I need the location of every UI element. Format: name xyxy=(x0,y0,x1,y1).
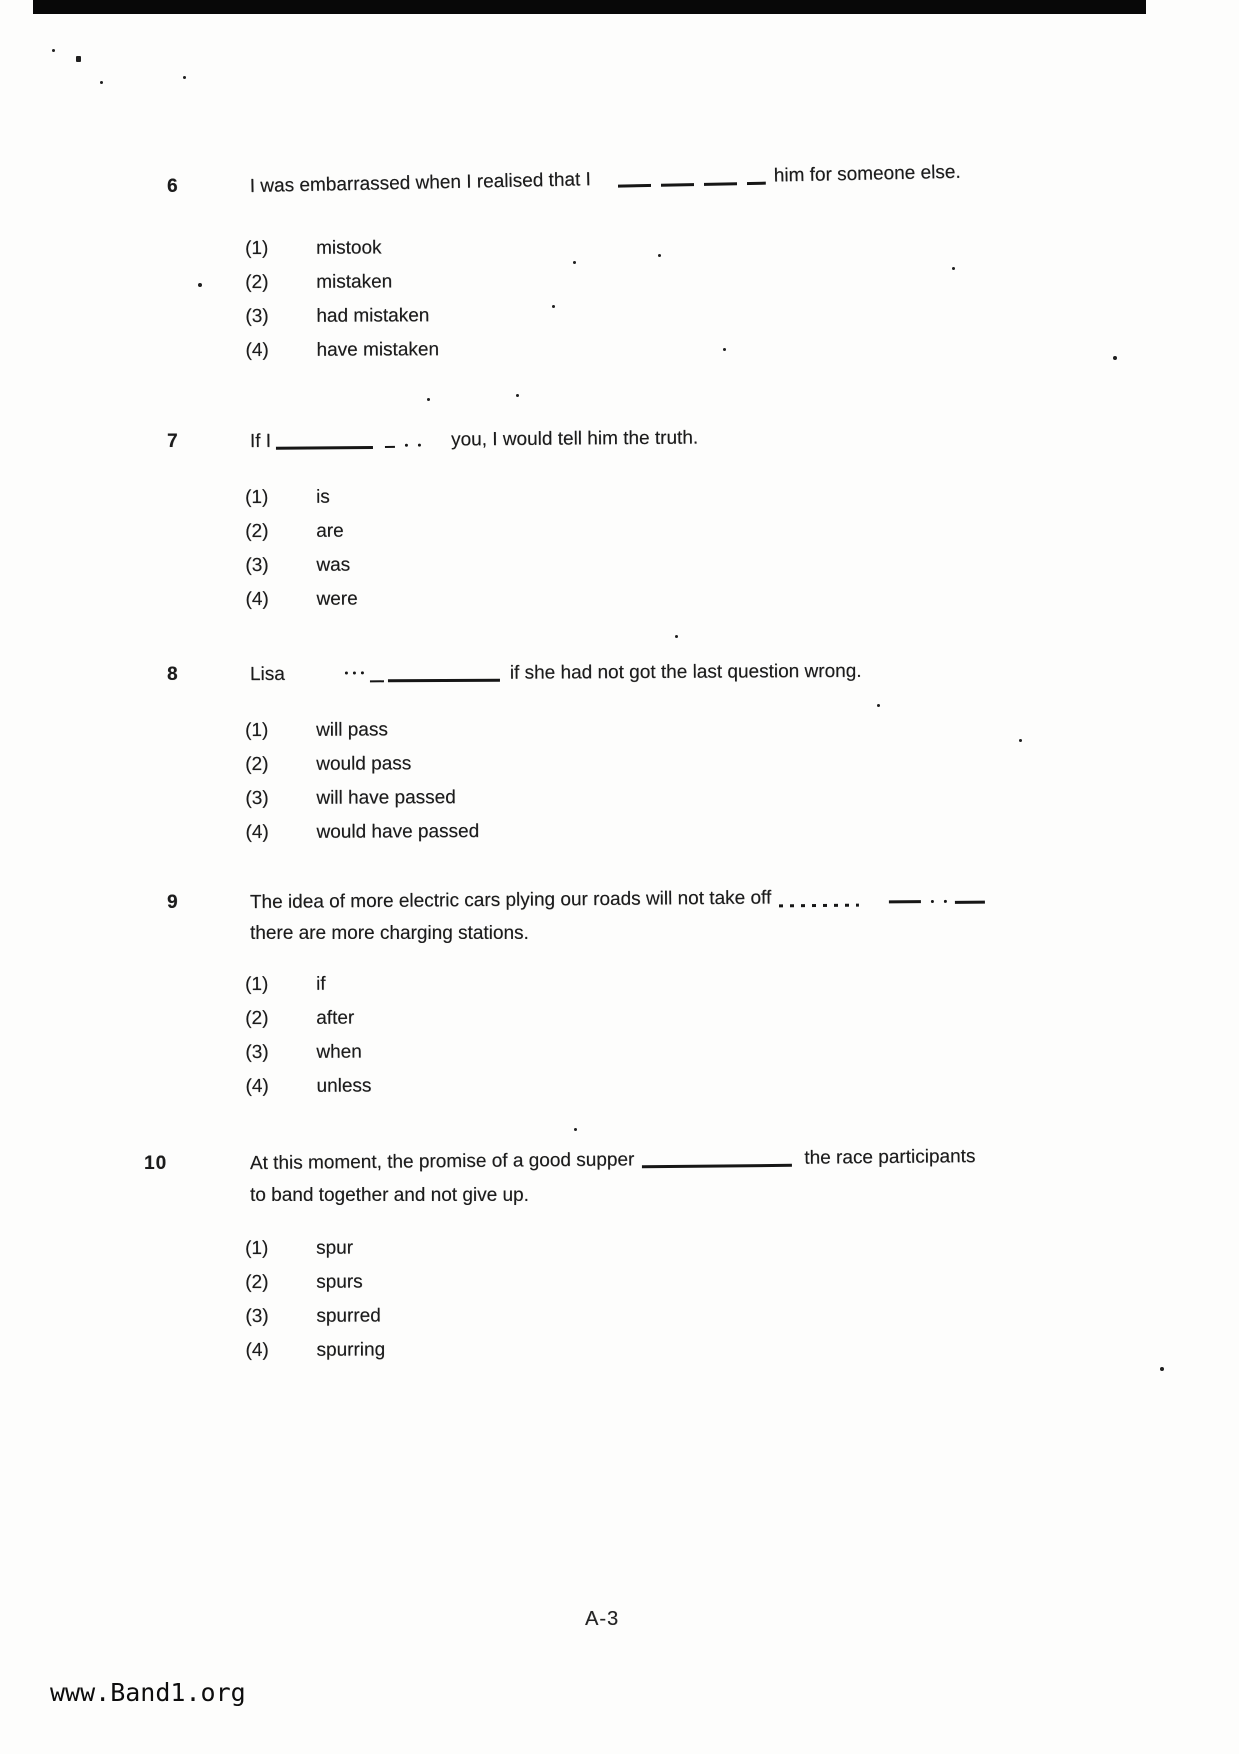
options-list xyxy=(245,973,372,1110)
scan-speck xyxy=(183,76,186,79)
scan-speck xyxy=(573,261,576,264)
stem-text-after: you, I would tell him the truth. xyxy=(450,427,699,451)
question-number: 7 xyxy=(167,431,179,452)
stem-text-before: I was embarrassed when I realised that I xyxy=(249,169,592,198)
scan-speck xyxy=(877,704,880,707)
option-label: (3) xyxy=(245,305,269,327)
question-stem xyxy=(250,162,961,198)
answer-blank-dots xyxy=(340,663,364,685)
answer-blank-dots xyxy=(779,904,859,908)
question-number: 9 xyxy=(167,892,179,913)
question-number: 6 xyxy=(167,176,179,197)
option-label: (2) xyxy=(245,1007,269,1029)
option-text: was xyxy=(316,554,351,576)
answer-blank xyxy=(618,182,766,188)
option-label: (2) xyxy=(245,1271,269,1293)
scan-speck xyxy=(100,81,103,84)
watermark: www.Band1.org xyxy=(50,1678,246,1707)
options-list xyxy=(245,1237,385,1374)
option-row xyxy=(245,339,439,374)
option-text: would pass xyxy=(316,753,412,775)
option-label: (3) xyxy=(245,554,269,576)
scan-speck xyxy=(552,305,555,308)
option-label: (4) xyxy=(245,339,269,361)
option-label: (4) xyxy=(245,1339,269,1361)
answer-blank-dash xyxy=(370,680,384,682)
scan-speck xyxy=(353,671,356,674)
option-text: unless xyxy=(316,1075,372,1097)
option-row xyxy=(245,1041,371,1076)
option-row xyxy=(245,1339,385,1374)
option-label: (1) xyxy=(245,973,269,995)
option-text: if xyxy=(315,973,326,995)
option-label: (3) xyxy=(245,1305,269,1327)
option-row xyxy=(245,753,479,788)
scan-speck xyxy=(427,398,430,401)
option-row xyxy=(245,305,439,340)
option-text: spur xyxy=(315,1237,354,1259)
scan-speck xyxy=(944,900,947,903)
option-label: (3) xyxy=(245,787,269,809)
option-text: mistook xyxy=(315,237,382,259)
scan-speck xyxy=(1113,356,1117,360)
options-list xyxy=(245,719,479,856)
scan-speck xyxy=(198,283,202,287)
option-text: after xyxy=(316,1007,355,1029)
question-number: 10 xyxy=(144,1153,168,1174)
option-row xyxy=(245,1075,371,1110)
option-text: will have passed xyxy=(316,787,456,809)
option-row xyxy=(245,487,357,521)
scan-speck xyxy=(418,444,421,447)
scan-speck xyxy=(1160,1367,1164,1371)
stem-text-before: Lisa xyxy=(249,663,285,685)
options-list xyxy=(245,237,439,374)
question-stem xyxy=(250,427,698,453)
option-label: (2) xyxy=(245,753,269,775)
option-text: is xyxy=(315,486,330,508)
question-number: 8 xyxy=(167,664,179,685)
option-text: mistaken xyxy=(316,271,393,293)
scan-speck xyxy=(675,635,678,638)
option-text: would have passed xyxy=(316,820,480,843)
scan-speck xyxy=(658,254,661,257)
option-text: will pass xyxy=(315,719,388,741)
question-stem xyxy=(250,661,862,686)
option-text: spurred xyxy=(316,1305,381,1327)
stem-text-before: If I xyxy=(249,430,272,453)
option-row xyxy=(245,821,479,856)
option-label: (1) xyxy=(245,237,269,259)
scan-speck xyxy=(345,671,348,674)
question-stem xyxy=(250,1146,976,1175)
option-text: when xyxy=(316,1041,362,1063)
options-list xyxy=(245,487,358,623)
stem-text-before: At this moment, the promise of a good supper xyxy=(249,1149,635,1174)
option-row xyxy=(245,973,371,1008)
scan-speck xyxy=(361,671,364,674)
answer-blank-dash xyxy=(955,901,985,904)
answer-blank xyxy=(388,679,500,683)
option-row xyxy=(245,521,357,555)
scan-speck xyxy=(574,1128,577,1131)
question-stem xyxy=(250,886,986,914)
scan-speck xyxy=(76,56,81,62)
option-row xyxy=(245,555,357,589)
option-row xyxy=(245,237,439,272)
option-row xyxy=(245,271,439,306)
option-row xyxy=(245,1271,385,1306)
option-label: (2) xyxy=(245,271,269,293)
option-text: are xyxy=(316,520,344,542)
scan-artifact-bar xyxy=(33,0,1146,14)
stem-text-after: the race participants xyxy=(804,1146,976,1169)
option-label: (4) xyxy=(245,588,269,610)
option-row xyxy=(245,1305,385,1340)
page-number: A-3 xyxy=(585,1608,620,1630)
option-row xyxy=(245,719,479,754)
option-text: spurs xyxy=(316,1271,363,1293)
option-label: (2) xyxy=(245,520,269,542)
scan-speck xyxy=(516,394,519,397)
option-label: (3) xyxy=(245,1041,269,1063)
option-label: (4) xyxy=(245,1075,269,1097)
scan-speck xyxy=(52,49,55,52)
option-label: (1) xyxy=(245,486,269,508)
scan-speck xyxy=(952,267,955,270)
answer-blank xyxy=(276,446,373,450)
option-text: had mistaken xyxy=(316,305,430,327)
scan-speck xyxy=(723,348,726,351)
option-label: (4) xyxy=(245,821,269,843)
answer-blank-dash xyxy=(385,446,395,448)
stem-text-after: if she had not got the last question wrong. xyxy=(509,660,862,684)
option-label: (1) xyxy=(245,1237,269,1259)
option-text: have mistaken xyxy=(316,339,440,361)
stem-text-line2: to band together and not give up. xyxy=(250,1185,529,1206)
option-row xyxy=(245,1007,371,1042)
stem-text-line2: there are more charging stations. xyxy=(250,923,529,944)
stem-text-after: him for someone else. xyxy=(773,161,961,187)
answer-blank xyxy=(642,1164,792,1168)
option-label: (1) xyxy=(245,719,269,741)
option-row xyxy=(245,1237,385,1272)
stem-text-before: The idea of more electric cars plying our roads will not take off xyxy=(249,887,772,914)
option-row xyxy=(245,787,479,822)
answer-blank-dash xyxy=(889,900,921,903)
option-text: were xyxy=(316,588,358,610)
option-row xyxy=(245,589,357,623)
scan-speck xyxy=(405,444,408,447)
scan-speck xyxy=(931,900,934,903)
option-text: spurring xyxy=(316,1339,386,1361)
scan-speck xyxy=(1019,739,1022,742)
